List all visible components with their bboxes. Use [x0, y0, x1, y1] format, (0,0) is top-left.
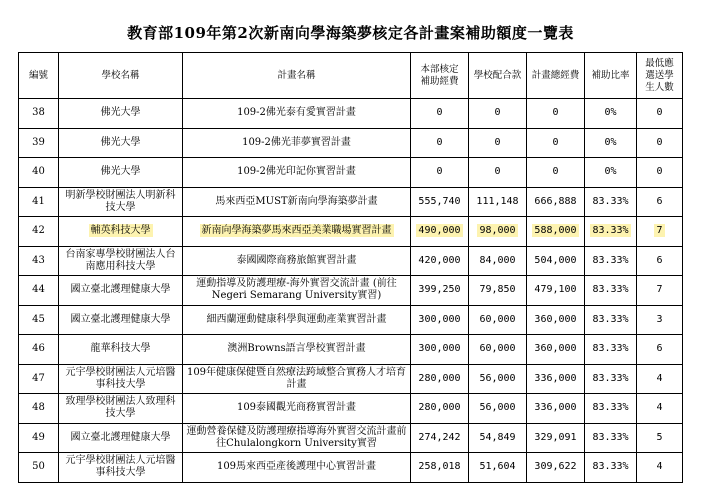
cell-total	[527, 335, 585, 365]
cell-school-match	[469, 335, 527, 365]
cell-moe-funding	[411, 276, 469, 306]
table-row	[19, 276, 683, 306]
cell-ratio	[585, 364, 637, 394]
cell-moe-text: 280,000	[418, 372, 461, 384]
cell-plan	[183, 394, 411, 424]
cell-plan-text: 運動營養保健及防護理療指導海外實習交流計畫前往Chulalongkorn University實習	[186, 425, 407, 449]
cell-ratio	[585, 128, 637, 158]
cell-plan	[183, 99, 411, 129]
cell-total-text: 360,000	[534, 313, 577, 325]
cell-total	[527, 276, 585, 306]
table-row	[19, 217, 683, 247]
cell-moe-text: 0	[436, 107, 443, 119]
header-school: 學校名稱	[59, 53, 183, 99]
cell-school-text: 致理學校財團法人致理科技大學	[65, 396, 176, 420]
cell-match-text: 0	[494, 166, 501, 178]
cell-ratio	[585, 158, 637, 188]
cell-school-match	[469, 423, 527, 453]
cell-total	[527, 217, 585, 247]
cell-ratio	[585, 335, 637, 365]
cell-no-text: 47	[32, 372, 45, 384]
cell-total-text: 360,000	[534, 343, 577, 355]
header-moe-funding-line2: 補助經費	[420, 75, 459, 87]
cell-min-text: 6	[656, 195, 663, 207]
cell-moe-text: 258,018	[418, 461, 461, 473]
cell-moe-text: 300,000	[418, 343, 461, 355]
cell-min-students	[637, 335, 683, 365]
cell-school-text: 國立臺北護理健康大學	[70, 431, 171, 443]
cell-school-match	[469, 158, 527, 188]
header-no: 編號	[19, 53, 59, 99]
cell-no-text: 40	[32, 166, 45, 178]
cell-plan-text: 泰國國際商務旅館實習計畫	[236, 254, 357, 266]
cell-ratio	[585, 453, 637, 483]
cell-no-text: 44	[32, 284, 45, 296]
cell-total-text: 309,622	[534, 461, 577, 473]
cell-total-text: 504,000	[534, 254, 577, 266]
cell-ratio	[585, 187, 637, 217]
cell-school	[59, 246, 183, 276]
table-header-row	[19, 53, 683, 99]
cell-moe-funding	[411, 423, 469, 453]
cell-min-students	[637, 453, 683, 483]
cell-no	[19, 187, 59, 217]
header-plan: 計畫名稱	[183, 53, 411, 99]
cell-total-text: 0	[552, 107, 559, 119]
cell-moe-text: 399,250	[418, 284, 461, 296]
table-row	[19, 394, 683, 424]
cell-min-text: 7	[656, 284, 663, 296]
table-row	[19, 364, 683, 394]
cell-school-text: 元宇學校財團法人元培醫事科技大學	[65, 366, 176, 390]
cell-ratio-text: 83.33%	[592, 225, 629, 237]
cell-school-text: 國立臺北護理健康大學	[70, 313, 171, 325]
cell-school	[59, 453, 183, 483]
cell-min-text: 0	[656, 107, 663, 119]
cell-no-text: 39	[32, 136, 45, 148]
cell-min-students	[637, 217, 683, 247]
cell-plan	[183, 128, 411, 158]
cell-min-text: 4	[656, 402, 663, 414]
cell-plan	[183, 187, 411, 217]
cell-no	[19, 217, 59, 247]
cell-no-text: 48	[32, 402, 45, 414]
cell-no-text: 49	[32, 431, 45, 443]
cell-school	[59, 364, 183, 394]
cell-total	[527, 453, 585, 483]
cell-no-text: 45	[32, 313, 45, 325]
cell-min-students	[637, 305, 683, 335]
cell-min-students	[637, 246, 683, 276]
table-row	[19, 158, 683, 188]
cell-plan	[183, 217, 411, 247]
cell-moe-funding	[411, 217, 469, 247]
cell-no-text: 41	[32, 195, 45, 207]
cell-moe-funding	[411, 158, 469, 188]
cell-ratio-text: 83.33%	[592, 343, 629, 355]
cell-no	[19, 423, 59, 453]
cell-match-text: 111,148	[476, 195, 519, 207]
cell-plan-text: 109-2佛光泰有愛實習計畫	[237, 107, 356, 119]
cell-ratio-text: 83.33%	[592, 195, 629, 207]
cell-ratio	[585, 394, 637, 424]
cell-min-students	[637, 128, 683, 158]
cell-ratio-text: 83.33%	[592, 313, 629, 325]
cell-moe-text: 274,242	[418, 431, 461, 443]
cell-match-text: 84,000	[479, 254, 516, 266]
header-min-line3: 生人數	[645, 81, 674, 93]
cell-plan-text: 109馬來西亞產後護理中心實習計畫	[216, 461, 377, 473]
cell-school	[59, 158, 183, 188]
cell-plan-text: 109年健康保健暨自然療法跨域整合實務人才培育計畫	[186, 366, 407, 390]
document-title: 教育部109年第2次新南向學海築夢核定各計畫案補助額度一覽表	[127, 24, 574, 42]
cell-school-text: 明新學校財團法人明新科技大學	[65, 189, 176, 213]
cell-no	[19, 335, 59, 365]
cell-ratio-text: 83.33%	[592, 431, 629, 443]
cell-match-text: 54,849	[479, 431, 516, 443]
cell-match-text: 60,000	[479, 313, 516, 325]
cell-plan	[183, 453, 411, 483]
cell-total	[527, 158, 585, 188]
funding-table	[18, 52, 683, 483]
cell-school-text: 佛光大學	[100, 136, 141, 148]
cell-match-text: 79,850	[479, 284, 516, 296]
cell-total	[527, 187, 585, 217]
cell-min-text: 7	[656, 225, 663, 237]
cell-school-match	[469, 276, 527, 306]
cell-min-text: 4	[656, 372, 663, 384]
cell-moe-funding	[411, 305, 469, 335]
cell-total	[527, 394, 585, 424]
cell-ratio	[585, 276, 637, 306]
cell-school-text: 輔英科技大學	[90, 225, 151, 237]
cell-school	[59, 335, 183, 365]
cell-no	[19, 128, 59, 158]
cell-school-text: 龍華科技大學	[90, 343, 151, 355]
cell-moe-funding	[411, 335, 469, 365]
cell-total-text: 479,100	[534, 284, 577, 296]
cell-ratio-text: 83.33%	[592, 461, 629, 473]
cell-moe-text: 280,000	[418, 402, 461, 414]
cell-no-text: 46	[32, 343, 45, 355]
cell-match-text: 60,000	[479, 343, 516, 355]
cell-moe-text: 490,000	[418, 225, 461, 237]
cell-moe-text: 300,000	[418, 313, 461, 325]
cell-no-text: 50	[32, 461, 45, 473]
cell-ratio	[585, 423, 637, 453]
cell-moe-text: 0	[436, 166, 443, 178]
cell-no	[19, 364, 59, 394]
header-min-students	[637, 53, 683, 99]
cell-match-text: 51,604	[479, 461, 516, 473]
table-row	[19, 128, 683, 158]
cell-no	[19, 305, 59, 335]
cell-school	[59, 128, 183, 158]
cell-min-students	[637, 394, 683, 424]
cell-school-match	[469, 246, 527, 276]
cell-total	[527, 305, 585, 335]
cell-min-students	[637, 158, 683, 188]
cell-min-students	[637, 423, 683, 453]
cell-no-text: 38	[32, 107, 45, 119]
cell-total-text: 336,000	[534, 402, 577, 414]
cell-plan-text: 109-2佛光印記你實習計畫	[237, 166, 356, 178]
cell-plan-text: 新南向學海築夢馬來西亞美業職場實習計畫	[201, 225, 392, 237]
cell-min-text: 3	[656, 313, 663, 325]
cell-plan-text: 澳洲Browns語言學校實習計畫	[227, 343, 366, 355]
cell-school-match	[469, 128, 527, 158]
cell-school	[59, 217, 183, 247]
cell-plan	[183, 423, 411, 453]
table-row	[19, 453, 683, 483]
cell-no	[19, 453, 59, 483]
cell-no	[19, 394, 59, 424]
cell-total-text: 666,888	[534, 195, 577, 207]
cell-match-text: 56,000	[479, 372, 516, 384]
cell-plan	[183, 158, 411, 188]
cell-plan-text: 細西蘭運動健康科學與運動產業實習計畫	[206, 313, 387, 325]
cell-min-text: 5	[656, 431, 663, 443]
cell-school-text: 元宇學校財團法人元培醫事科技大學	[65, 455, 176, 479]
cell-total	[527, 99, 585, 129]
header-min-line1: 最低應	[645, 57, 674, 69]
cell-min-students	[637, 99, 683, 129]
cell-school	[59, 187, 183, 217]
cell-total-text: 336,000	[534, 372, 577, 384]
cell-moe-text: 420,000	[418, 254, 461, 266]
cell-min-students	[637, 364, 683, 394]
cell-min-students	[637, 187, 683, 217]
cell-total-text: 588,000	[534, 225, 577, 237]
cell-moe-text: 555,740	[418, 195, 461, 207]
cell-plan-text: 109泰國觀光商務實習計畫	[236, 402, 357, 414]
cell-school	[59, 423, 183, 453]
cell-school-match	[469, 394, 527, 424]
cell-ratio-text: 0%	[604, 166, 617, 178]
cell-match-text: 0	[494, 136, 501, 148]
cell-plan	[183, 246, 411, 276]
cell-moe-funding	[411, 453, 469, 483]
cell-ratio	[585, 246, 637, 276]
cell-plan-text: 運動指導及防護理療-海外實習交流計畫 (前往Negeri Semarang University實習)	[196, 278, 397, 302]
header-ratio: 補助比率	[585, 53, 637, 99]
cell-match-text: 56,000	[479, 402, 516, 414]
cell-plan-text: 109-2佛光菲夢實習計畫	[242, 136, 351, 148]
cell-moe-text: 0	[436, 136, 443, 148]
cell-min-text: 6	[656, 343, 663, 355]
cell-plan	[183, 364, 411, 394]
cell-no-text: 42	[32, 225, 45, 237]
cell-total	[527, 246, 585, 276]
cell-total-text: 0	[552, 166, 559, 178]
header-moe-funding	[411, 53, 469, 99]
cell-ratio	[585, 99, 637, 129]
cell-plan	[183, 305, 411, 335]
cell-moe-funding	[411, 394, 469, 424]
cell-match-text: 0	[494, 107, 501, 119]
cell-school-match	[469, 364, 527, 394]
cell-school-match	[469, 217, 527, 247]
cell-ratio-text: 83.33%	[592, 284, 629, 296]
cell-moe-funding	[411, 99, 469, 129]
header-school-match: 學校配合款	[469, 53, 527, 99]
cell-plan	[183, 276, 411, 306]
cell-plan-text: 馬來西亞MUST新南向學海築夢計畫	[215, 195, 378, 207]
cell-ratio-text: 83.33%	[592, 254, 629, 266]
cell-school-text: 佛光大學	[100, 166, 141, 178]
cell-total-text: 0	[552, 136, 559, 148]
cell-total	[527, 128, 585, 158]
cell-no	[19, 276, 59, 306]
cell-total-text: 329,091	[534, 431, 577, 443]
cell-match-text: 98,000	[479, 225, 516, 237]
table-row	[19, 99, 683, 129]
table-row	[19, 187, 683, 217]
cell-school-match	[469, 99, 527, 129]
cell-no	[19, 99, 59, 129]
cell-moe-funding	[411, 364, 469, 394]
cell-ratio-text: 83.33%	[592, 372, 629, 384]
cell-school	[59, 276, 183, 306]
cell-school	[59, 305, 183, 335]
cell-school-match	[469, 453, 527, 483]
table-row	[19, 246, 683, 276]
cell-no	[19, 246, 59, 276]
cell-ratio	[585, 305, 637, 335]
cell-plan	[183, 335, 411, 365]
cell-ratio-text: 0%	[604, 107, 617, 119]
cell-school	[59, 99, 183, 129]
header-min-line2: 選送學	[645, 69, 674, 81]
cell-moe-funding	[411, 187, 469, 217]
cell-school-match	[469, 187, 527, 217]
table-row	[19, 305, 683, 335]
cell-ratio-text: 83.33%	[592, 402, 629, 414]
cell-min-students	[637, 276, 683, 306]
cell-min-text: 4	[656, 461, 663, 473]
cell-total	[527, 423, 585, 453]
cell-school-text: 國立臺北護理健康大學	[70, 284, 171, 296]
cell-no	[19, 158, 59, 188]
cell-min-text: 0	[656, 166, 663, 178]
header-total: 計畫總經費	[527, 53, 585, 99]
cell-ratio	[585, 217, 637, 247]
cell-moe-funding	[411, 246, 469, 276]
table-row	[19, 423, 683, 453]
cell-school-match	[469, 305, 527, 335]
cell-min-text: 0	[656, 136, 663, 148]
table-row	[19, 335, 683, 365]
header-moe-funding-line1: 本部核定	[420, 63, 459, 75]
cell-ratio-text: 0%	[604, 136, 617, 148]
cell-school-text: 台南家專學校財團法人台南應用科技大學	[65, 248, 176, 272]
cell-school	[59, 394, 183, 424]
cell-no-text: 43	[32, 254, 45, 266]
cell-moe-funding	[411, 128, 469, 158]
cell-school-text: 佛光大學	[100, 107, 141, 119]
cell-min-text: 6	[656, 254, 663, 266]
cell-total	[527, 364, 585, 394]
